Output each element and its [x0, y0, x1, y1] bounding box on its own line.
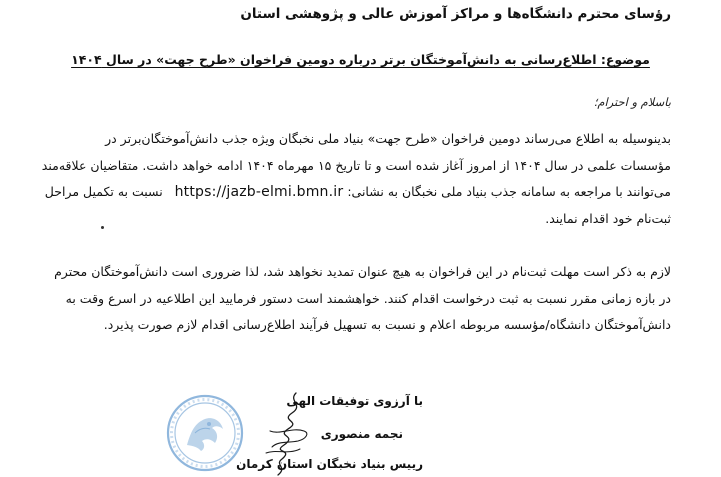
- closing-wish: با آرزوی توفیقات الهی: [286, 394, 423, 408]
- registration-url-link[interactable]: https://jazb-elmi.bmn.ir: [174, 184, 344, 200]
- official-seal-icon: [165, 393, 245, 473]
- letter-greeting: باسلام و احترام؛: [593, 95, 671, 109]
- paragraph-1-line-4: ثبت‌نام خود اقدام نمایند.: [545, 210, 671, 226]
- letter-closing: [0, 393, 721, 476]
- signer-title: رییس بنیاد نخبگان استان کرمان: [236, 457, 423, 471]
- paragraph-1: [22, 126, 671, 232]
- signer-name: نجمه منصوری: [320, 427, 403, 441]
- letter-subject-text: موضوع: اطلاع‌رسانی به دانش‌آموختگان برتر درباره دومین فراخوان «طرح جهت» در سال ۱۴۰۴: [71, 52, 650, 67]
- paragraph-1-line-1: بدینوسیله به اطلاع می‌رساند دومین فراخوان «طرح جهت» بنیاد ملی نخبگان ویژه جذب دانش‌آموختگان‌برتر در: [105, 131, 671, 146]
- paragraph-1-line-3-after: نسبت به تکمیل مراحل: [44, 184, 163, 199]
- paragraph-2-line-1: لازم به ذکر است مهلت ثبت‌نام در این فراخوان به هیچ عنوان تمدید نخواهد شد، لذا ضروری است دانش‌آموختگان محترم: [54, 264, 671, 279]
- letter-subject: [0, 52, 721, 67]
- paragraph-2-line-3: دانش‌آموختگان دانشگاه/مؤسسه مربوطه اعلام و نسبت به تسهیل فرآیند اطلاع‌رسانی اقدام لازم صورت پذیرد.: [103, 317, 671, 332]
- letter-addressee: رؤسای محترم دانشگاه‌ها و مراکز آموزش عالی و پژوهشی استان: [240, 6, 671, 22]
- paragraph-1-line-2: مؤسسات علمی در سال ۱۴۰۴ از امروز آغاز شده است و تا تاریخ ۱۵ مهرماه ۱۴۰۴ ادامه خواهد داشت. متقاضیان علاقه‌مند: [41, 157, 671, 173]
- paragraph-2-line-2: در بازه زمانی مقرر نسبت به ثبت درخواست اقدام کنند. خواهشمند است دستور فرمایید این اطلاعیه در اسرع وقت به: [65, 290, 671, 306]
- paragraph-1-line-3: [22, 179, 671, 206]
- paragraph-2: [22, 259, 671, 339]
- stray-dot-mark: [101, 226, 104, 229]
- paragraph-1-line-3-before: می‌توانند با مراجعه به سامانه جذب بنیاد ملی نخبگان به نشانی:: [347, 184, 671, 199]
